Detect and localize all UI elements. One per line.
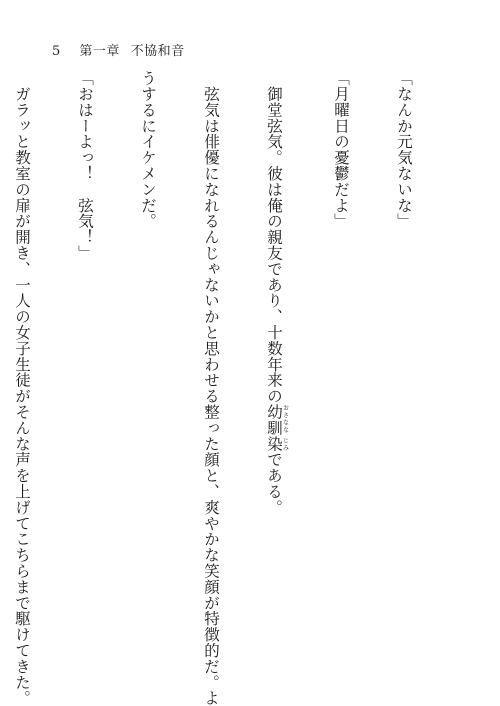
- narration-line: うするにイケメンだ。: [139, 70, 157, 229]
- ruby-reading: おさなな じみ: [281, 403, 289, 452]
- narration-line: [263, 70, 288, 670]
- running-header: [52, 40, 185, 59]
- ruby-word: [265, 403, 289, 452]
- chapter-label: 第一章: [79, 44, 120, 59]
- text-segment: である。: [265, 451, 283, 516]
- chapter-title: 不協和音: [130, 44, 185, 59]
- narration-line: ガラッと教室の扉が開き、一人の女子生徒がそんな声を上げてこちらまで駆けてきた。: [13, 70, 31, 706]
- text-segment: 御堂弦気。彼は俺の親友であり、十数年来の: [265, 70, 283, 404]
- dialogue-line: 「なんか元気ないな」: [395, 70, 413, 229]
- page-number: 5: [52, 44, 61, 59]
- dialogue-line: 「月曜日の憂鬱だよ」: [332, 70, 350, 229]
- dialogue-line: 「おはーよっ！ 弦気！」: [76, 70, 94, 261]
- narration-line: 弦気は俳優になれるんじゃないかと思わせる整った顔と、爽やかな笑顔が特徴的だ。よ: [202, 70, 220, 706]
- vertical-text-body: [0, 70, 456, 706]
- ruby-base: 幼馴染: [265, 403, 283, 452]
